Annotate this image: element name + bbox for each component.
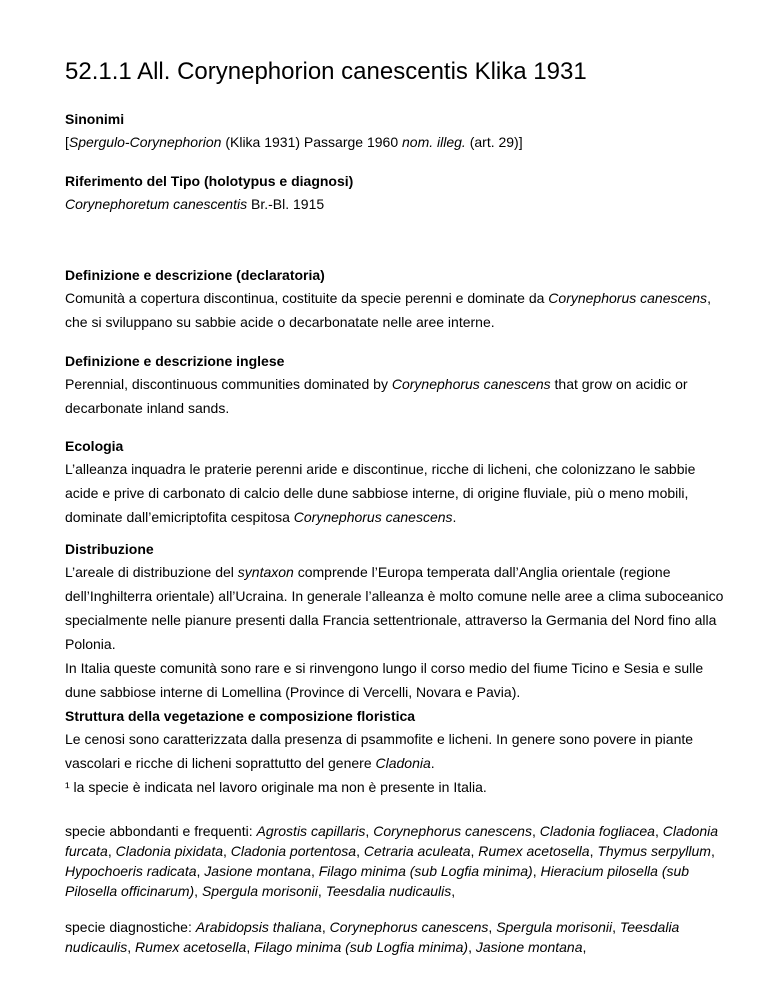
species-name: Cetraria aculeata xyxy=(363,843,471,859)
species-name: Rumex acetosella xyxy=(135,939,247,955)
separator: , xyxy=(654,823,663,839)
taxon-name: Corynephorus canescens xyxy=(391,376,551,392)
separator: , xyxy=(532,863,541,879)
separator: , xyxy=(223,843,231,859)
species-name: Agrostis capillaris xyxy=(256,823,366,839)
species-name: Hieracium pilosella (sub Pilosella officinarum) xyxy=(65,863,690,899)
species-name: Jasione montana xyxy=(204,863,311,879)
species-name: Cladonia pixidata xyxy=(115,843,223,859)
text-fragment: comprende l’Europa temperata dall’Anglia orientale (regione dell’Inghilterra orientale) all’Ucraina. In generale l’alleanza è molto comune nelle aree a clima suboceanico specialmente nelle pianure presenti dalla Francia settentrionale, attraverso la Germania del Nord fino alla Polonia. xyxy=(65,564,724,652)
species-name: Filago minima (sub Logfia minima) xyxy=(318,863,533,879)
separator: , xyxy=(317,883,326,899)
separator: , xyxy=(612,919,620,935)
species-name: Jasione montana xyxy=(475,939,583,955)
separator: , xyxy=(107,843,116,859)
taxon-name: Corynephorus canescens xyxy=(293,509,453,525)
definizione-inglese-text xyxy=(65,372,725,420)
section-tipo xyxy=(65,170,725,216)
separator: , xyxy=(356,843,364,859)
text-fragment: Br.-Bl. 1915 xyxy=(247,196,325,212)
separator: , xyxy=(365,823,374,839)
separator: , xyxy=(468,939,476,955)
heading-distribuzione: Distribuzione xyxy=(65,541,154,557)
taxon-name: Corynephoretum canescentis xyxy=(65,196,248,212)
text-fragment: . xyxy=(452,509,457,525)
separator: , xyxy=(194,883,202,899)
definizione-text xyxy=(65,286,725,334)
separator: , xyxy=(451,883,456,899)
species-name: Teesdalia nudicaulis xyxy=(325,883,452,899)
species-name: Corynephorus canescens xyxy=(329,919,489,935)
text-fragment: . xyxy=(430,755,435,771)
heading-definizione: Definizione e descrizione (declaratoria) xyxy=(65,267,325,283)
text-fragment: L’alleanza inquadra le praterie perenni aride e discontinue, ricche di licheni, che colonizzano le sabbie acide e prive di carbonato di calcio delle dune sabbiose interne, di origine fluviale, più o meno mobili, dominate dall’emicriptofita cespitosa xyxy=(65,461,696,525)
footnote: ¹ la specie è indicata nel lavoro originale ma non è presente in Italia. xyxy=(65,779,487,795)
nom-illeg: nom. illeg. xyxy=(402,134,466,150)
heading-tipo: Riferimento del Tipo (holotypus e diagnosi) xyxy=(65,173,354,189)
section-distribuzione xyxy=(65,538,725,704)
section-ecologia xyxy=(65,435,725,529)
separator: , xyxy=(196,863,205,879)
section-definizione xyxy=(65,264,725,334)
sinonimi-text xyxy=(65,130,725,154)
specie-abbondanti-text xyxy=(65,821,725,901)
separator: , xyxy=(321,919,330,935)
heading-ecologia: Ecologia xyxy=(65,438,124,454)
specie-diagnostiche-text xyxy=(65,917,725,957)
distribuzione-text xyxy=(65,560,725,656)
text-fragment: [ xyxy=(65,134,69,150)
text-fragment: (art. 29)] xyxy=(465,134,523,150)
syntaxon-term: syntaxon xyxy=(237,564,294,580)
separator: , xyxy=(582,939,587,955)
ecologia-text xyxy=(65,457,725,529)
struttura-text xyxy=(65,727,725,775)
species-name: Teesdalia nudicaulis xyxy=(65,919,680,955)
separator: , xyxy=(246,939,255,955)
section-struttura xyxy=(65,705,725,799)
text-fragment: L’areale di distribuzione del xyxy=(65,564,238,580)
species-name: Rumex acetosella xyxy=(478,843,590,859)
species-name: Filago minima (sub Logfia minima) xyxy=(254,939,469,955)
species-name: Cladonia fogliacea xyxy=(539,823,655,839)
distribuzione-italia-text: In Italia queste comunità sono rare e si rinvengono lungo il corso medio del fiume Ticino e Sesia e sulle dune sabbiose interne di Lomellina (Province di Vercelli, Novara e Pavia). xyxy=(65,660,704,700)
separator: , xyxy=(488,919,497,935)
text-fragment: that grow on acidic or decarbonate inland sands. xyxy=(65,376,688,416)
taxon-name: Spergulo-Corynephorion xyxy=(68,134,222,150)
species-name: Cladonia portentosa xyxy=(230,843,357,859)
separator: , xyxy=(470,843,479,859)
text-fragment: Le cenosi sono caratterizzata dalla presenza di psammofite e licheni. In genere sono povere in piante vascolari e ricche di licheni soprattutto del genere xyxy=(65,731,694,771)
species-name: Arabidopsis thaliana xyxy=(195,919,322,935)
section-sinonimi xyxy=(65,108,725,154)
text-fragment: Comunità a copertura discontinua, costituite da specie perenni e dominate da xyxy=(65,290,549,306)
heading-struttura: Struttura della vegetazione e composizione floristica xyxy=(65,708,416,724)
separator: , xyxy=(127,939,136,955)
separator: , xyxy=(589,843,598,859)
separator: , xyxy=(310,863,319,879)
species-name: Spergula morisonii xyxy=(201,883,318,899)
list-lead: specie abbondanti e frequenti: xyxy=(65,823,257,839)
text-fragment: Perennial, discontinuous communities dominated by xyxy=(65,376,392,392)
tipo-text xyxy=(65,192,725,216)
species-name: Cladonia furcata xyxy=(65,823,718,859)
separator: , xyxy=(710,843,715,859)
taxon-name: Cladonia xyxy=(375,755,431,771)
heading-sinonimi: Sinonimi xyxy=(65,111,125,127)
separator: , xyxy=(531,823,540,839)
taxon-name: Corynephorus canescens xyxy=(548,290,708,306)
species-name: Thymus serpyllum xyxy=(597,843,711,859)
list-lead: specie diagnostiche: xyxy=(65,919,196,935)
section-specie-abbondanti xyxy=(65,821,725,901)
species-name: Spergula morisonii xyxy=(496,919,613,935)
species-name: Hypochoeris radicata xyxy=(65,863,197,879)
page-title: 52.1.1 All. Corynephorion canescentis Klika 1931 xyxy=(65,58,587,85)
text-fragment: (Klika 1931) Passarge 1960 xyxy=(221,134,402,150)
heading-definizione-inglese: Definizione e descrizione inglese xyxy=(65,353,285,369)
section-specie-diagnostiche xyxy=(65,917,725,957)
text-fragment: , che si sviluppano su sabbie acide o decarbonatate nelle aree interne. xyxy=(65,290,711,330)
species-name: Corynephorus canescens xyxy=(373,823,532,839)
section-definizione-inglese xyxy=(65,350,725,420)
